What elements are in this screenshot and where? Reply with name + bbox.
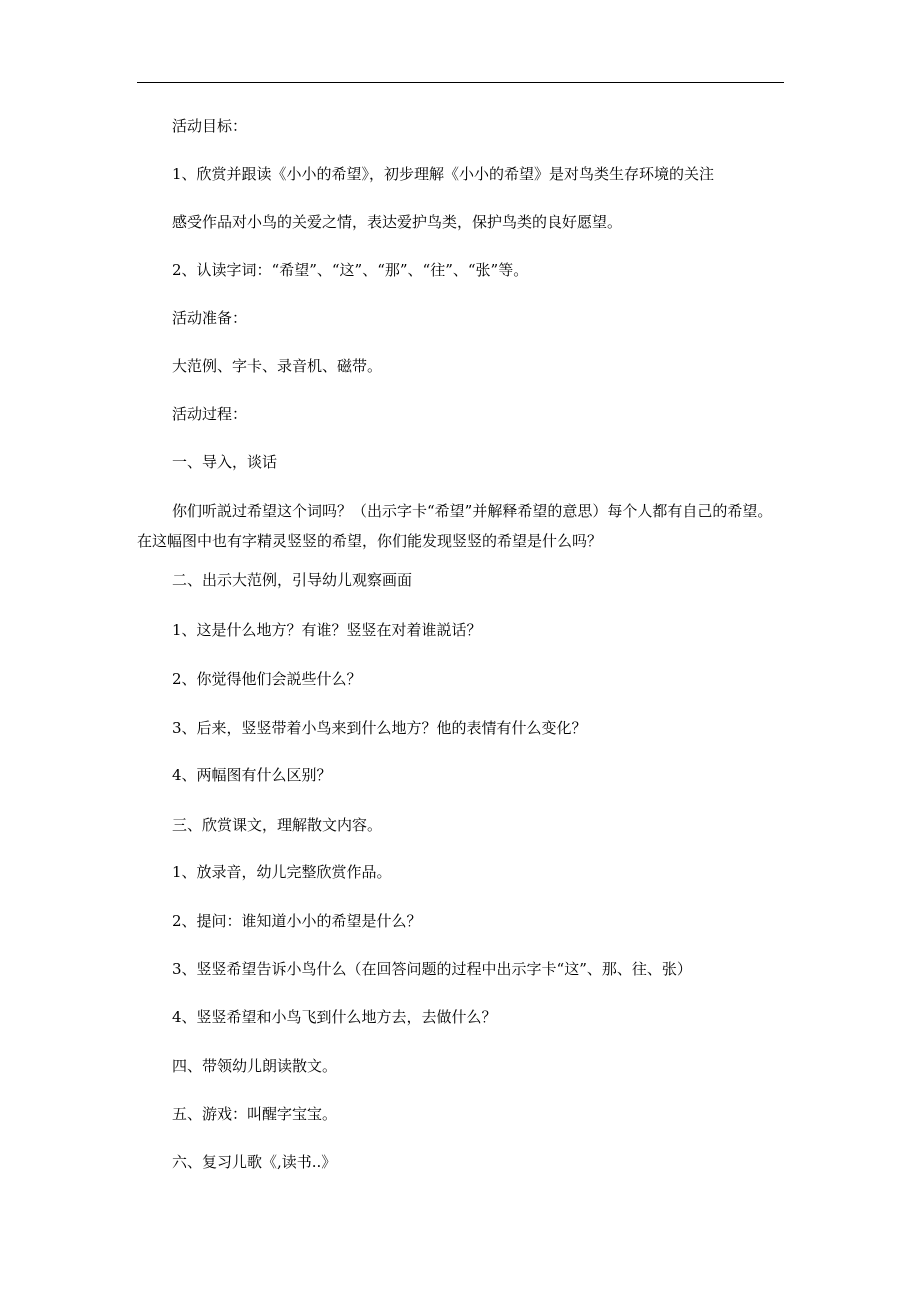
section-4-heading: 四、带领幼儿朗读散文。: [172, 1057, 338, 1075]
section-2-question-1: 1、这是什么地方？有谁？竖竖在对着谁説话？: [172, 621, 482, 639]
preparation-materials: 大范例、字卡、录音机、磁带。: [172, 357, 383, 375]
goal-item-1: 1、欣赏并跟读《小小的希望》，初步理解《小小的希望》是对鸟类生存环境的关注: [172, 165, 715, 183]
section-3-step-2: 2、提问：谁知道小小的希望是什么？: [172, 912, 422, 930]
goal-item-1-continued: 感受作品对小鸟的关爱之情，表达爱护鸟类，保护鸟类的良好愿望。: [172, 213, 623, 231]
section-2-question-3: 3、后来，竖竖带着小鸟来到什么地方？他的表情有什么变化？: [172, 719, 587, 737]
section-3-step-3: 3、竖竖希望告诉小鸟什么（在回答问题的过程中出示字卡“这”、那、往、张）: [172, 960, 692, 978]
section-2-question-2: 2、你觉得他们会説些什么？: [172, 670, 362, 688]
heading-activity-preparation: 活动准备：: [172, 309, 248, 327]
section-2-heading: 二、出示大范例，引导幼儿观察画面: [172, 571, 413, 589]
heading-activity-goals: 活动目标：: [172, 117, 248, 135]
header-rule: [137, 82, 784, 83]
section-2-question-4: 4、两幅图有什么区别？: [172, 766, 332, 784]
section-1-heading: 一、导入，谈话: [172, 453, 278, 471]
goal-item-2: 2、认读字词：“希望”、“这”、“那”、“往”、“张”等。: [172, 261, 529, 279]
section-1-paragraph: 你们听説过希望这个词吗？（出示字卡“希望”并解释希望的意思）每个人都有自己的希望。在这幅图中也有字精灵竖竖的希望，你们能发现竖竖的希望是什么吗？: [137, 502, 773, 550]
section-3-step-4: 4、竖竖希望和小鸟飞到什么地方去，去做什么？: [172, 1008, 497, 1026]
section-3-step-1: 1、放录音，幼儿完整欣赏作品。: [172, 863, 392, 881]
section-3-heading: 三、欣赏课文，理解散文内容。: [172, 816, 383, 834]
heading-activity-process: 活动过程：: [172, 405, 248, 423]
section-6-heading: 六、复习儿歌《,读书..》: [172, 1153, 337, 1171]
section-5-heading: 五、游戏：叫醒字宝宝。: [172, 1105, 338, 1123]
